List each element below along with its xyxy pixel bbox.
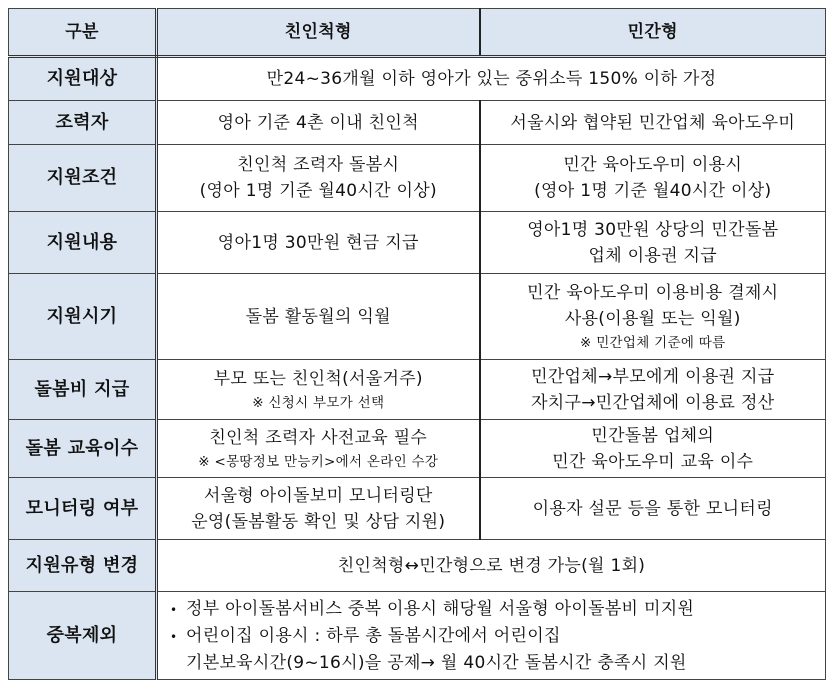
cell-line: 사용(이용월 또는 익월) xyxy=(564,308,741,329)
cell-private: 서울시와 협약된 민간업체 육아도우미 xyxy=(480,101,826,145)
bullet-icon: • xyxy=(170,629,178,644)
header-relative-type: 친인척형 xyxy=(157,9,480,57)
row-label: 지원조건 xyxy=(9,145,157,212)
cell-merged: 친인척형↔민간형으로 변경 가능(월 1회) xyxy=(157,540,826,592)
cell-line: (영아 1명 기준 월40시간 이상) xyxy=(534,181,772,201)
cell-relative xyxy=(157,360,480,420)
cell-private xyxy=(480,145,826,212)
cell-merged: 만24~36개월 이하 영아가 있는 중위소득 150% 이하 가정 xyxy=(157,57,826,101)
table-row xyxy=(9,274,826,360)
bullet-item xyxy=(170,596,821,623)
bullet-icon: • xyxy=(170,602,178,617)
cell-relative: 영아1명 30만원 현금 지급 xyxy=(157,212,480,274)
cell-line: 영아1명 30만원 상당의 민간돌봄 xyxy=(527,219,779,240)
cell-private xyxy=(480,274,826,360)
cell-private xyxy=(480,360,826,420)
cell-note: ※ <몽땅정보 만능키>에서 온라인 수강 xyxy=(198,453,439,470)
cell-line: 운영(돌봄활동 확인 및 상담 지원) xyxy=(191,511,446,532)
cell-relative xyxy=(157,420,480,478)
cell-line: 부모 또는 친인척(서울거주) xyxy=(213,368,423,389)
cell-relative xyxy=(157,145,480,212)
header-category: 구분 xyxy=(9,9,157,57)
cell-line: 업체 이용권 지급 xyxy=(588,245,717,266)
row-label: 지원대상 xyxy=(9,57,157,101)
cell-line: 자치구→민간업체에 이용료 정산 xyxy=(531,392,775,413)
row-label: 돌봄비 지급 xyxy=(9,360,157,420)
cell-line: 친인척 조력자 사전교육 필수 xyxy=(209,427,428,448)
row-label: 모니터링 여부 xyxy=(9,478,157,540)
table-row xyxy=(9,420,826,478)
header-private-type: 민간형 xyxy=(480,9,826,57)
cell-note: ※ 신청시 부모가 선택 xyxy=(252,394,385,411)
row-label: 지원시기 xyxy=(9,274,157,360)
cell-private xyxy=(480,212,826,274)
cell-relative: 영아 기준 4촌 이내 친인척 xyxy=(157,101,480,145)
row-label: 중복제외 xyxy=(9,592,157,680)
support-comparison-table xyxy=(8,8,826,680)
cell-line: 민간 육아도우미 이용비용 결제시 xyxy=(527,282,779,303)
row-label: 지원내용 xyxy=(9,212,157,274)
cell-line: 민간 육아도우미 이용시 xyxy=(563,155,743,175)
cell-line: (영아 1명 기준 월40시간 이상) xyxy=(199,181,437,201)
bullet-item xyxy=(170,623,821,650)
cell-private xyxy=(480,420,826,478)
row-label: 조력자 xyxy=(9,101,157,145)
cell-private: 이용자 설문 등을 통한 모니터링 xyxy=(480,478,826,540)
bullet-text: 정부 아이돌봄서비스 중복 이용시 해당월 서울형 아이돌봄비 미지원 xyxy=(186,598,695,619)
table-row xyxy=(9,360,826,420)
table-row xyxy=(9,212,826,274)
cell-line: 서울형 아이돌보미 모니터링단 xyxy=(203,485,433,506)
row-label: 돌봄 교육이수 xyxy=(9,420,157,478)
cell-line: 친인척 조력자 돌봄시 xyxy=(237,155,400,175)
row-label: 지원유형 변경 xyxy=(9,540,157,592)
cell-merged xyxy=(157,592,826,680)
bullet-continuation: 기본보육시간(9~16시)을 공제→ 월 40시간 돌봄시간 충족시 지원 xyxy=(186,652,687,673)
table-row xyxy=(9,540,826,592)
cell-line: 민간돌봄 업체의 xyxy=(591,425,715,446)
cell-note: ※ 민간업체 기준에 따름 xyxy=(580,334,726,351)
table-row xyxy=(9,57,826,101)
table-row xyxy=(9,592,826,680)
table-row xyxy=(9,101,826,145)
table-row xyxy=(9,145,826,212)
bullet-text: 어린이집 이용시 : 하루 총 돌봄시간에서 어린이집 xyxy=(186,625,561,646)
cell-line: 민간업체→부모에게 이용권 지급 xyxy=(531,366,775,387)
cell-relative: 돌봄 활동월의 익월 xyxy=(157,274,480,360)
cell-relative xyxy=(157,478,480,540)
cell-line: 민간 육아도우미 교육 이수 xyxy=(552,451,754,472)
table-row xyxy=(9,478,826,540)
header-row xyxy=(9,9,826,57)
